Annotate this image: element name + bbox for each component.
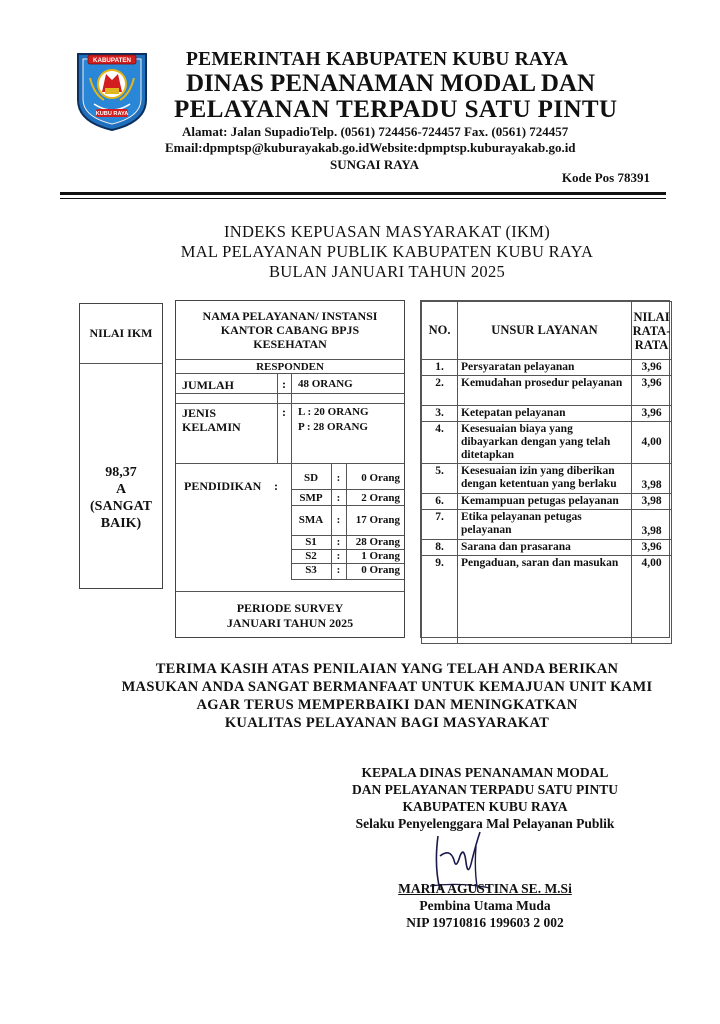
- edu-colon-sd: :: [336, 472, 341, 484]
- thanks-line1: TERIMA KASIH ATAS PENILAIAN YANG TELAH ANDA BERIKAN: [155, 661, 619, 677]
- respondent-box: [175, 300, 405, 638]
- jenis-colon: :: [282, 405, 286, 419]
- table-row: [422, 422, 672, 464]
- respondents-header: RESPONDEN: [256, 361, 324, 373]
- row-unsur: Etika pelayanan petugas pelayanan: [458, 510, 632, 540]
- edu-value-sma: 17 Orang: [355, 514, 400, 526]
- table-row: [422, 494, 672, 510]
- service-name-line3: KESEHATAN: [253, 337, 327, 351]
- nilai-ikm-header: NILAI IKM: [89, 326, 153, 340]
- nilai-ikm-label-end: BAIK): [100, 516, 142, 531]
- row-no: 5.: [422, 464, 458, 494]
- row-no: 2.: [422, 376, 458, 406]
- survey-period-label: PERIODE SURVEY: [236, 601, 344, 615]
- row-nilai: 3,98: [632, 494, 672, 510]
- row-nilai: 3,98: [632, 510, 672, 540]
- report-period: BULAN JANUARI TAHUN 2025: [268, 262, 506, 281]
- edu-level-s1: S1: [305, 536, 317, 548]
- letterhead-rule-thin: [60, 198, 666, 199]
- signatory-name: MARIA AGUSTINA SE. M.Si: [398, 881, 572, 896]
- nilai-ikm-label: (SANGAT: [90, 499, 152, 514]
- survey-period: [176, 601, 404, 631]
- survey-period-value: JANUARI TAHUN 2025: [226, 616, 354, 630]
- table-row: [422, 464, 672, 494]
- row-nilai: 3,96: [632, 540, 672, 556]
- table-row: [422, 510, 672, 540]
- service-name: [176, 309, 404, 351]
- female-count: P : 28 ORANG: [298, 421, 368, 433]
- male-count: L : 20 ORANG: [298, 406, 369, 418]
- table-row: [422, 360, 672, 376]
- signatory-line1: KEPALA DINAS PENANAMAN MODAL: [361, 765, 609, 780]
- row-nilai: 3,96: [632, 376, 672, 406]
- edu-colon-s3: :: [336, 564, 341, 576]
- edu-colon-s2: :: [336, 550, 341, 562]
- row-no: 4.: [422, 422, 458, 464]
- jumlah-value: 48 ORANG: [298, 378, 353, 390]
- signatory-rank: Pembina Utama Muda: [419, 898, 551, 913]
- education-table: [291, 463, 404, 591]
- jenis-label-line2: KELAMIN: [182, 420, 241, 434]
- row-nilai: 3,96: [632, 360, 672, 376]
- row-no: 3.: [422, 406, 458, 422]
- letterhead-agency-line2: PELAYANAN TERPADU SATU PINTU: [174, 96, 618, 123]
- table-row: [422, 406, 672, 422]
- jenis-kelamin-label: [182, 406, 241, 434]
- row-no: 6.: [422, 494, 458, 510]
- table-header-row: [422, 302, 672, 360]
- service-name-line1: NAMA PELAYANAN/ INSTANSI: [202, 309, 378, 323]
- letterhead-address: Alamat: Jalan SupadioTelp. (0561) 724456-724457 Fax. (0561) 724457: [182, 124, 569, 139]
- service-name-line2: KANTOR CABANG BPJS: [220, 323, 360, 337]
- col-header-unsur: UNSUR LAYANAN: [458, 302, 632, 360]
- edu-level-s3: S3: [305, 564, 317, 576]
- letterhead-rule-thick: [60, 192, 666, 195]
- row-unsur: Sarana dan prasarana: [458, 540, 632, 556]
- table-row: [422, 540, 672, 556]
- edu-value-smp: 2 Orang: [361, 492, 400, 504]
- jumlah-label: JUMLAH: [182, 378, 234, 392]
- row-unsur: Persyaratan pelayanan: [458, 360, 632, 376]
- unsur-layanan-table: [421, 301, 672, 644]
- pendidikan-label: PENDIDIKAN: [184, 479, 262, 493]
- nilai-ikm-result: [80, 464, 162, 532]
- row-no: 1.: [422, 360, 458, 376]
- signatory-title: [320, 764, 650, 832]
- edu-value-s3: 0 Orang: [361, 564, 400, 576]
- nilai-ikm-score: 98,37: [105, 465, 137, 480]
- thanks-line4: KUALITAS PELAYANAN BAGI MASYARAKAT: [224, 715, 550, 731]
- row-unsur: Pengaduan, saran dan masukan: [458, 556, 632, 644]
- edu-level-smp: SMP: [299, 492, 323, 504]
- signatory-line3: KABUPATEN KUBU RAYA: [402, 799, 568, 814]
- edu-colon-smp: :: [336, 492, 341, 504]
- row-unsur: Kemampuan petugas pelayanan: [458, 494, 632, 510]
- col-header-nilai-line3: RATA: [634, 337, 669, 352]
- table-row: [422, 376, 672, 406]
- letterhead-postal-code: Kode Pos 78391: [561, 170, 650, 185]
- row-unsur: Kemudahan prosedur pelayanan: [458, 376, 632, 406]
- row-no: 9.: [422, 556, 458, 644]
- row-unsur: Kesesuaian izin yang diberikan dengan ketentuan yang berlaku: [458, 464, 632, 494]
- nilai-ikm-grade: A: [115, 482, 127, 497]
- row-unsur: Ketepatan pelayanan: [458, 406, 632, 422]
- edu-level-sd: SD: [303, 472, 319, 484]
- edu-value-sd: 0 Orang: [361, 472, 400, 484]
- report-subtitle: MAL PELAYANAN PUBLIK KABUPATEN KUBU RAYA: [180, 242, 594, 261]
- svg-text:KUBU RAYA: KUBU RAYA: [95, 111, 129, 118]
- edu-level-s2: S2: [305, 550, 317, 562]
- signatory-identity: [320, 880, 650, 931]
- kabupaten-kubu-raya-logo: [72, 50, 152, 132]
- report-title: INDEKS KEPUASAN MASYARAKAT (IKM): [223, 222, 551, 241]
- edu-value-s2: 1 Orang: [361, 550, 400, 562]
- row-unsur: Kesesuaian biaya yang dibayarkan dengan yang telah ditetapkan: [458, 422, 632, 464]
- row-no: 8.: [422, 540, 458, 556]
- row-nilai: 4,00: [632, 556, 672, 644]
- pendidikan-colon: :: [274, 479, 278, 493]
- edu-colon-s1: :: [336, 536, 341, 548]
- letterhead-agency-line1: DINAS PENANAMAN MODAL DAN: [186, 70, 596, 97]
- nilai-ikm-box: [79, 303, 163, 589]
- svg-text:KABUPATEN: KABUPATEN: [93, 57, 131, 65]
- edu-level-sma: SMA: [298, 514, 324, 526]
- unsur-table-frame: [420, 300, 670, 638]
- signatory-nip: NIP 19710816 199603 2 002: [406, 915, 564, 930]
- col-header-nilai-line1: NILAI: [633, 309, 670, 324]
- edu-colon-sma: :: [336, 514, 341, 526]
- row-no: 7.: [422, 510, 458, 540]
- col-header-nilai-line2: RATA-: [632, 323, 671, 338]
- col-header-nilai: [632, 302, 672, 360]
- jenis-label-line1: JENIS: [182, 406, 217, 420]
- row-nilai: 3,98: [632, 464, 672, 494]
- row-nilai: 4,00: [632, 422, 672, 464]
- row-nilai: 3,96: [632, 406, 672, 422]
- col-header-no: NO.: [422, 302, 458, 360]
- jumlah-colon: :: [282, 377, 286, 391]
- letterhead-email-website: Email:dpmptsp@kuburayakab.go.idWebsite:dpmptsp.kuburayakab.go.id: [165, 140, 576, 155]
- edu-value-s1: 28 Orang: [355, 536, 400, 548]
- letterhead-government: PEMERINTAH KABUPATEN KUBU RAYA: [186, 49, 569, 70]
- signatory-line4: Selaku Penyelenggara Mal Pelayanan Publik: [355, 816, 615, 831]
- thanks-line2: MASUKAN ANDA SANGAT BERMANFAAT UNTUK KEMAJUAN UNIT KAMI: [121, 679, 653, 695]
- thanks-line3: AGAR TERUS MEMPERBAIKI DAN MENINGKATKAN: [196, 697, 578, 713]
- letterhead-city: SUNGAI RAYA: [330, 157, 419, 172]
- table-row: [422, 556, 672, 644]
- thank-you-message: [0, 660, 720, 732]
- signatory-line2: DAN PELAYANAN TERPADU SATU PINTU: [351, 782, 619, 797]
